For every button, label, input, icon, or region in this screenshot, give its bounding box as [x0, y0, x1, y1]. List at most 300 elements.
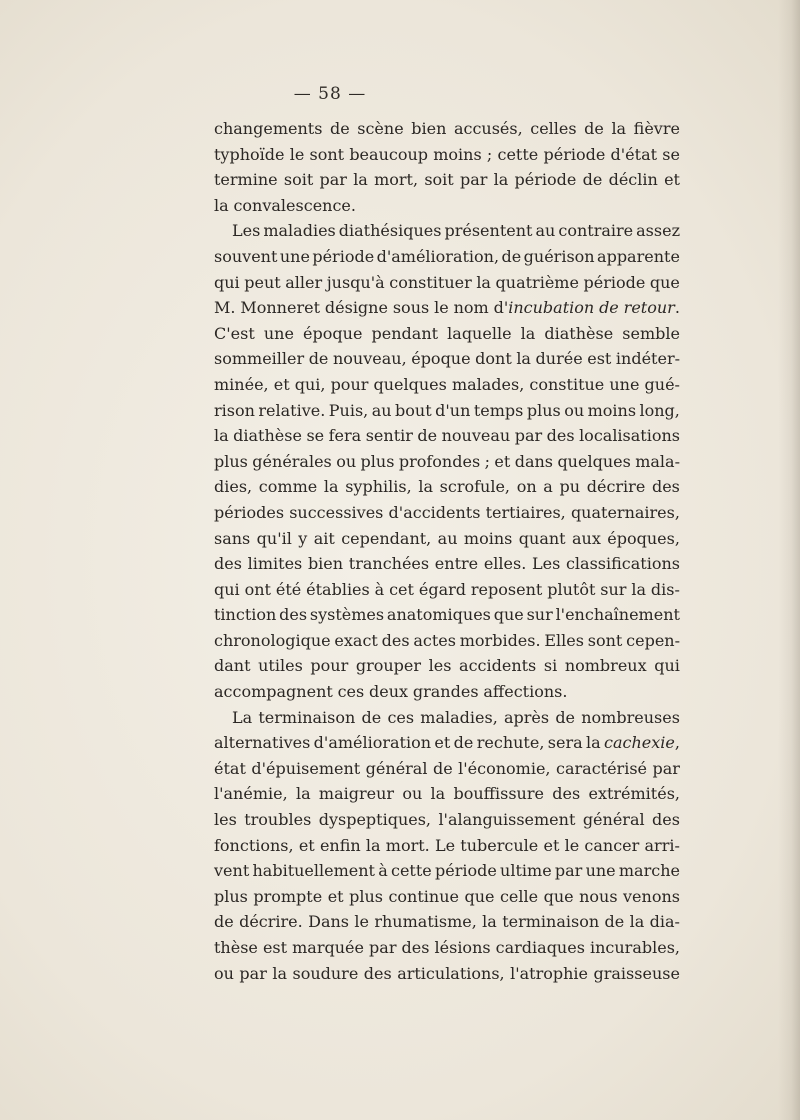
text-line: [214, 372, 680, 398]
word: [402, 935, 430, 961]
word: [604, 730, 680, 756]
text-line: [214, 653, 680, 679]
word-part: que: [543, 886, 574, 906]
word: [258, 653, 303, 679]
word-part: désigne: [324, 298, 388, 318]
word: [366, 833, 381, 859]
word: [372, 398, 392, 424]
word-part: affections.: [483, 682, 568, 702]
word: [292, 961, 358, 987]
word: [378, 858, 388, 884]
word: [325, 295, 388, 321]
word: [310, 653, 348, 679]
word-part: d': [493, 298, 509, 318]
word-part: exact: [334, 630, 378, 650]
word: [519, 526, 566, 552]
word: [433, 142, 481, 168]
word: [214, 653, 251, 679]
word-part: au: [371, 400, 392, 420]
word-part: constituer: [389, 272, 472, 292]
word: [544, 653, 557, 679]
word-part: d'un: [435, 400, 471, 420]
word: [298, 526, 307, 552]
word: [521, 321, 536, 347]
word: [279, 602, 307, 628]
word-part: le: [434, 298, 449, 318]
word-part: par: [369, 938, 397, 957]
word: [460, 167, 487, 193]
word-part: mort,: [374, 170, 419, 190]
word-part: souvent: [214, 246, 278, 266]
word: [214, 679, 333, 705]
word-part: a: [543, 477, 553, 497]
word: [214, 628, 331, 654]
text-line: [214, 884, 680, 910]
text-line: [214, 500, 680, 526]
word-part: le: [564, 835, 580, 855]
word-part: apparente: [597, 246, 680, 266]
text-line: [214, 961, 680, 987]
word-part: arri-: [644, 835, 680, 855]
word-part: ait: [313, 528, 335, 548]
word: [257, 526, 292, 552]
word-part: M.: [214, 298, 236, 318]
word-part: rechute,: [476, 733, 545, 753]
word-part: état: [214, 758, 246, 778]
word-part: C'est: [214, 323, 255, 343]
word: [308, 551, 343, 577]
word: [609, 167, 658, 193]
word: [471, 577, 542, 603]
word-part: de: [453, 733, 474, 753]
word-part: reposent: [470, 579, 543, 599]
word: [244, 270, 280, 296]
word-part: de: [584, 119, 604, 138]
page-number: — 58 —: [293, 84, 367, 104]
word-part: général: [365, 758, 428, 778]
word: [623, 884, 680, 910]
word-part: par: [514, 426, 543, 446]
word: [527, 602, 553, 628]
word: [389, 500, 481, 526]
word-part: actes: [413, 630, 456, 650]
word-part: une: [263, 323, 294, 343]
word: [248, 551, 303, 577]
word-part: établies: [306, 579, 370, 599]
word-part: ,: [674, 733, 680, 753]
word-part: ou: [402, 784, 423, 804]
word: [504, 705, 549, 731]
word: [419, 577, 466, 603]
word: [320, 167, 347, 193]
text-line: [214, 858, 680, 884]
word-part: profondes: [398, 451, 481, 471]
word-part: y: [298, 528, 308, 548]
word-part: elles.: [483, 554, 527, 574]
word-part: le: [354, 912, 369, 932]
word-part: et: [273, 374, 290, 394]
word: [645, 372, 680, 398]
word-part: la: [476, 272, 491, 292]
word-part: sont: [587, 630, 623, 650]
word: [214, 756, 246, 782]
word: [413, 628, 456, 654]
word: [413, 679, 479, 705]
word-part: Monneret: [240, 298, 320, 318]
word-part: période: [434, 861, 497, 881]
word: [329, 423, 362, 449]
word: [494, 602, 524, 628]
word: [366, 423, 413, 449]
word: [272, 961, 287, 987]
word-part: qu'il: [256, 528, 292, 548]
word-part: et: [543, 835, 560, 855]
word-part: nouveau,: [332, 349, 407, 369]
word-part: après: [504, 707, 550, 727]
word: [584, 833, 639, 859]
word-part: de: [582, 170, 603, 190]
text-line: [214, 781, 680, 807]
word: [435, 858, 497, 884]
word: [516, 346, 531, 372]
word: [214, 551, 242, 577]
word: [333, 346, 407, 372]
word: [310, 602, 384, 628]
italic-word: de: [599, 298, 619, 318]
word: [309, 346, 329, 372]
word-part: grandes: [412, 682, 479, 702]
word-part: l'économie,: [458, 758, 551, 778]
word: [498, 142, 539, 168]
word: [544, 321, 613, 347]
word: [496, 935, 585, 961]
word-part: moins: [463, 528, 513, 548]
word: [239, 961, 266, 987]
word-part: vent: [214, 861, 250, 881]
word-part: syphilis,: [345, 477, 412, 497]
word-part: et: [327, 886, 344, 906]
word-part: changements: [214, 119, 323, 138]
word: [543, 142, 605, 168]
word: [336, 449, 356, 475]
word: [411, 346, 470, 372]
word: [239, 909, 303, 935]
word: [590, 935, 680, 961]
word-part: dyspeptiques,: [318, 810, 432, 830]
word-part: mort.: [385, 835, 430, 855]
word-part: la: [520, 323, 536, 343]
text-line: [214, 730, 680, 756]
word: [458, 756, 550, 782]
word: [319, 781, 394, 807]
word-part: ;: [486, 144, 493, 164]
word-part: cette: [497, 144, 539, 164]
word-part: que: [464, 886, 495, 906]
word: [402, 781, 422, 807]
word-part: sur: [600, 579, 627, 599]
word-part: sur: [526, 605, 553, 625]
text-line: [214, 679, 680, 705]
word: [626, 628, 680, 654]
word: [306, 577, 370, 603]
word: [387, 602, 491, 628]
word: [588, 398, 636, 424]
word-part: alternatives: [214, 733, 311, 753]
word: [364, 961, 392, 987]
word: [543, 474, 553, 500]
word: [611, 116, 626, 142]
word: [214, 807, 237, 833]
word-part: la: [365, 835, 381, 855]
word: [547, 423, 575, 449]
word: [630, 909, 645, 935]
word: [330, 116, 350, 142]
word: [214, 167, 278, 193]
word-part: constitue: [529, 374, 605, 394]
word: [484, 551, 526, 577]
word: [433, 756, 453, 782]
word: [556, 756, 647, 782]
word: [482, 909, 497, 935]
word-part: temps: [473, 400, 524, 420]
word-part: quaternaires,: [570, 502, 680, 522]
word-part: systèmes: [309, 605, 385, 625]
text-line: [214, 321, 680, 347]
word: [417, 423, 437, 449]
word-part: terminaison: [258, 707, 356, 727]
word-part: plus: [214, 886, 248, 906]
word: [377, 244, 499, 270]
word-part: des: [652, 810, 680, 830]
word: [329, 398, 368, 424]
word: [388, 884, 459, 910]
word: [662, 142, 680, 168]
word: [609, 372, 639, 398]
word-part: bouffissure: [453, 784, 544, 804]
word: [214, 295, 235, 321]
text-line: [214, 167, 680, 193]
word: [556, 602, 680, 628]
word: [588, 628, 623, 654]
word: [214, 961, 234, 987]
word-part: période: [514, 170, 577, 190]
word-part: période: [543, 144, 606, 164]
page-edge-shadow: [778, 0, 800, 1120]
word: [502, 909, 599, 935]
word-part: est: [587, 349, 612, 369]
word-part: dis-: [650, 579, 680, 599]
word: [214, 833, 294, 859]
word-part: mala-: [635, 451, 680, 471]
word: [664, 167, 680, 193]
word-part: limites: [247, 554, 303, 574]
word: [397, 961, 504, 987]
text-line: [214, 244, 680, 270]
word-part: celles: [530, 119, 577, 138]
word-part: été: [275, 579, 302, 599]
word: [517, 474, 537, 500]
word-part: que: [493, 605, 524, 625]
word-part: diathèse: [233, 426, 302, 446]
word: [258, 398, 325, 424]
text-line: [214, 909, 680, 935]
word-part: par: [319, 170, 347, 190]
word-part: .: [674, 298, 680, 318]
word-part: l'anémie,: [214, 784, 288, 804]
word: [565, 833, 580, 859]
word: [543, 833, 559, 859]
word: [650, 909, 680, 935]
word-part: à: [378, 861, 388, 881]
word-part: tertiaires,: [485, 502, 566, 522]
word: [438, 807, 575, 833]
word: [375, 577, 385, 603]
word-part: la: [272, 963, 287, 983]
word: [435, 551, 478, 577]
word-part: maladies,: [420, 707, 498, 727]
word: [259, 474, 317, 500]
word: [214, 142, 284, 168]
word: [356, 653, 421, 679]
word: [245, 577, 271, 603]
text-line: [214, 935, 680, 961]
word-part: graisseuse: [593, 963, 680, 983]
word-part: sont: [309, 144, 345, 164]
word: [214, 602, 276, 628]
word: [214, 474, 252, 500]
word-part: la: [430, 784, 446, 804]
text-line: [214, 270, 680, 296]
word: [324, 474, 339, 500]
word-part: et: [434, 733, 451, 753]
word-part: l'enchaînement: [555, 605, 680, 625]
word-part: thèse: [214, 938, 258, 957]
word: [357, 116, 403, 142]
word-part: des: [279, 605, 308, 625]
word: [435, 935, 491, 961]
word: [372, 321, 439, 347]
word-part: minée,: [214, 374, 269, 394]
word: [411, 116, 446, 142]
word-part: au: [437, 528, 458, 548]
word: [494, 167, 509, 193]
word: [240, 295, 320, 321]
word: [599, 295, 619, 321]
word-part: qui: [214, 272, 240, 292]
word: [640, 398, 680, 424]
word-part: dant: [214, 656, 251, 676]
word: [387, 705, 414, 731]
word: [232, 705, 252, 731]
word-part: dont: [475, 349, 512, 369]
word-part: habituellement: [252, 861, 375, 881]
word-part: cette: [390, 861, 432, 881]
word: [453, 781, 544, 807]
word-part: des: [363, 963, 392, 983]
word-part: dia-: [649, 912, 680, 932]
word-part: gué-: [644, 374, 680, 394]
word: [454, 730, 474, 756]
word: [565, 653, 647, 679]
word: [651, 577, 680, 603]
word: [303, 321, 362, 347]
word-part: quelques: [557, 451, 631, 471]
word-part: tinction: [214, 605, 277, 625]
word-part: rison: [214, 400, 255, 420]
word: [285, 270, 322, 296]
word: [474, 398, 524, 424]
word: [496, 270, 579, 296]
word: [349, 884, 383, 910]
word: [619, 858, 680, 884]
word-part: Le: [434, 835, 456, 855]
word-part: la: [295, 784, 311, 804]
text-line: [214, 193, 680, 219]
word-part: deux: [369, 682, 409, 702]
word-part: beaucoup: [349, 144, 429, 164]
word: [485, 449, 490, 475]
word: [442, 423, 511, 449]
word: [583, 807, 645, 833]
word-part: la: [418, 477, 433, 497]
word: [566, 551, 680, 577]
word-part: fonctions,: [214, 835, 294, 855]
word: [290, 142, 305, 168]
word-part: guérison: [523, 246, 595, 266]
word: [494, 295, 595, 321]
word: [584, 116, 604, 142]
word: [244, 807, 311, 833]
word-part: de: [501, 246, 522, 266]
word-part: et: [664, 170, 680, 190]
word: [447, 321, 511, 347]
word: [435, 833, 455, 859]
word-part: ou: [336, 451, 357, 471]
word: [319, 807, 431, 833]
word-part: termine: [214, 170, 278, 190]
word-part: venons: [623, 886, 680, 906]
body-text: [214, 116, 680, 986]
word: [452, 372, 524, 398]
word-part: décrire: [586, 477, 646, 497]
word: [530, 116, 576, 142]
word-part: Puis,: [328, 400, 369, 420]
word: [476, 270, 491, 296]
word: [435, 398, 470, 424]
word: [253, 884, 322, 910]
word-part: La: [232, 707, 253, 727]
word-part: de: [432, 758, 453, 778]
word-part: morbides.: [459, 630, 541, 650]
word: [214, 244, 277, 270]
word-part: assez: [636, 221, 680, 241]
word-part: peut: [244, 272, 281, 292]
word-part: quatrième: [495, 272, 579, 292]
word: [389, 577, 414, 603]
word: [314, 526, 335, 552]
word: [306, 423, 324, 449]
word-part: ou: [214, 963, 234, 983]
word-part: pu: [559, 477, 581, 497]
word-part: enfin: [319, 835, 361, 855]
word: [557, 449, 630, 475]
word-part: Les: [531, 554, 561, 574]
word: [263, 218, 335, 244]
word: [560, 474, 581, 500]
word: [454, 116, 523, 142]
word: [552, 781, 580, 807]
word-part: malades,: [451, 374, 525, 394]
